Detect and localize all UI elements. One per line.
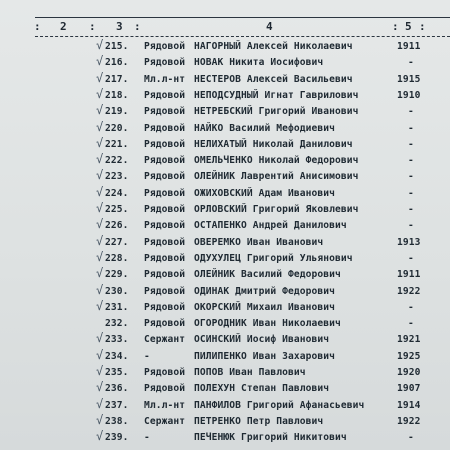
check-mark-icon: √: [96, 298, 104, 313]
check-mark-icon: √: [96, 38, 104, 52]
full-name: ОВЕРЕМКО Иван Иванович: [194, 236, 324, 248]
full-name: НАЙКО Василий Мефодиевич: [194, 122, 336, 134]
birth-year: 1913: [397, 236, 421, 248]
military-rank: Рядовой: [144, 367, 186, 378]
full-name: ОГОРОДНИК Иван Николаевич: [194, 318, 341, 330]
military-rank: Рядовой: [144, 220, 186, 232]
check-mark-icon: √: [96, 135, 104, 150]
list-item: [0, 413, 450, 431]
check-mark-icon: √: [96, 347, 104, 362]
full-name: ОСТАПЕНКО Андрей Данилович: [194, 220, 347, 232]
list-item: [0, 364, 450, 382]
birth-year: 1922: [397, 415, 421, 427]
birth-year: 1907: [397, 383, 421, 395]
full-name: ОКОРСКИЙ Михаил Иванович: [194, 301, 336, 313]
military-rank: Рядовой: [144, 383, 186, 395]
check-mark-icon: √: [96, 429, 104, 444]
full-name: НЕПОДСУДНЫЙ Игнат Гаврилович: [194, 89, 359, 101]
birth-year-dash: -: [408, 138, 414, 150]
military-rank: Рядовой: [144, 269, 186, 281]
record-number: 235.: [105, 367, 129, 378]
check-mark-icon: √: [96, 54, 104, 69]
record-number: 215.: [105, 41, 129, 52]
check-mark-icon: √: [96, 86, 104, 101]
full-name: ОДУХУЛЕЦ Григорий Ульянович: [194, 252, 353, 264]
full-name: ОРЛОВСКИЙ Григорий Яковлевич: [194, 204, 359, 215]
check-mark-icon: √: [96, 70, 104, 85]
military-rank: Сержант: [144, 415, 186, 427]
record-number: 228.: [105, 252, 129, 264]
full-name: ПЕТРЕНКО Петр Павлович: [194, 415, 324, 427]
full-name: ПОПОВ Иван Павлович: [194, 367, 306, 378]
military-rank: Рядовой: [144, 41, 186, 52]
list-item: [0, 429, 450, 447]
header-top-rule: [35, 17, 450, 18]
full-name: ОЖИХОВСКИЙ Адам Иванович: [194, 187, 336, 199]
list-item: [0, 136, 450, 154]
list-item: [0, 217, 450, 235]
check-mark-icon: √: [96, 282, 104, 297]
birth-year-dash: -: [408, 318, 414, 330]
record-number: 224.: [105, 187, 129, 199]
record-number: 218.: [105, 89, 129, 101]
birth-year-dash: -: [408, 187, 414, 199]
birth-year-dash: -: [408, 432, 414, 444]
full-name: НЕЛИХАТЫЙ Николай Данилович: [194, 138, 353, 150]
record-number: 232.: [105, 318, 129, 330]
check-mark-icon: √: [96, 119, 104, 134]
header-col-3: 3: [116, 20, 123, 33]
list-item: [0, 152, 450, 170]
full-name: ОМЕЛЬЧЕНКО Николай Федорович: [194, 155, 359, 167]
birth-year: 1922: [397, 285, 421, 297]
birth-year: 1910: [397, 89, 421, 101]
record-number: 230.: [105, 285, 129, 297]
military-rank: Рядовой: [144, 171, 186, 183]
check-mark-icon: √: [96, 233, 104, 248]
record-number: 225.: [105, 204, 129, 215]
full-name: ОДИНАК Дмитрий Федорович: [194, 285, 336, 297]
birth-year: 1911: [397, 269, 421, 281]
check-mark-icon: √: [96, 266, 104, 281]
birth-year: 1915: [397, 73, 421, 85]
list-item: [0, 103, 450, 121]
list-item: [0, 348, 450, 366]
record-number: 231.: [105, 301, 129, 313]
military-rank: Рядовой: [144, 285, 186, 297]
check-mark-icon: √: [96, 103, 104, 118]
full-name: НЕСТЕРОВ Алексей Васильевич: [194, 73, 353, 85]
military-rank: Рядовой: [144, 236, 186, 248]
check-mark-icon: √: [96, 364, 104, 378]
record-number: 236.: [105, 383, 129, 395]
full-name: НАГОРНЫЙ Алексей Николаевич: [194, 41, 353, 52]
military-rank: -: [144, 432, 150, 444]
record-number: 222.: [105, 155, 129, 167]
list-item: [0, 266, 450, 284]
military-rank: -: [144, 350, 150, 362]
military-rank: Рядовой: [144, 106, 186, 118]
check-mark-icon: √: [96, 380, 104, 395]
list-item: [0, 120, 450, 138]
record-number: 223.: [105, 171, 129, 183]
birth-year: 1911: [397, 41, 421, 52]
full-name: ПОЛЕХУН Степан Павлович: [194, 383, 330, 395]
header-col-4: 4: [266, 20, 273, 33]
list-item: [0, 331, 450, 349]
list-item: [0, 397, 450, 415]
list-item: [0, 168, 450, 186]
list-item: [0, 185, 450, 203]
birth-year: 1914: [397, 399, 421, 411]
check-mark-icon: √: [96, 396, 104, 411]
military-rank: Рядовой: [144, 252, 186, 264]
military-rank: Рядовой: [144, 204, 186, 215]
record-number: 237.: [105, 399, 129, 411]
list-item: [0, 234, 450, 252]
full-name: ПАНФИЛОВ Григорий Афанасьевич: [194, 399, 365, 411]
header-col-1: :: [34, 20, 41, 33]
list-item: [0, 380, 450, 398]
header-sep-d: :: [419, 20, 426, 33]
birth-year-dash: -: [408, 204, 414, 215]
record-number: 238.: [105, 415, 129, 427]
military-rank: Рядовой: [144, 89, 186, 101]
header-col-5: 5: [405, 20, 412, 33]
birth-year-dash: -: [408, 122, 414, 134]
record-number: 221.: [105, 138, 129, 150]
birth-year-dash: -: [408, 220, 414, 232]
list-item: [0, 315, 450, 333]
birth-year-dash: -: [408, 106, 414, 118]
header-sep-a: :: [89, 20, 96, 33]
military-rank: Рядовой: [144, 122, 186, 134]
record-number: 239.: [105, 432, 129, 444]
birth-year-dash: -: [408, 155, 414, 167]
military-rank: Мл.л-нт: [144, 73, 186, 85]
check-mark-icon: √: [96, 217, 104, 232]
check-mark-icon: √: [96, 331, 104, 346]
header-sep-b: :: [134, 20, 141, 33]
list-item: [0, 201, 450, 219]
birth-year-dash: -: [408, 301, 414, 313]
list-item: [0, 250, 450, 268]
record-number: 216.: [105, 57, 129, 69]
military-rank: Рядовой: [144, 155, 186, 167]
military-rank: Мл.л-нт: [144, 399, 186, 411]
birth-year: 1925: [397, 350, 421, 362]
record-number: 220.: [105, 122, 129, 134]
check-mark-icon: √: [96, 412, 104, 427]
check-mark-icon: √: [96, 184, 104, 199]
military-rank: Рядовой: [144, 187, 186, 199]
list-item: [0, 71, 450, 89]
full-name: ОЛЕЙНИК Василий Федорович: [194, 269, 341, 281]
record-number: 217.: [105, 73, 129, 85]
full-name: НОВАК Никита Иосифович: [194, 57, 324, 69]
check-mark-icon: √: [96, 249, 104, 264]
military-rank: Рядовой: [144, 318, 186, 330]
list-item: [0, 299, 450, 317]
full-name: ОЛЕЙНИК Лаврентий Анисимович: [194, 171, 359, 183]
military-rank: Сержант: [144, 334, 186, 346]
check-mark-icon: √: [96, 201, 104, 215]
birth-year: 1920: [397, 367, 421, 378]
list-item: [0, 54, 450, 72]
record-number: 234.: [105, 350, 129, 362]
header-sep-c: :: [392, 20, 399, 33]
birth-year: 1921: [397, 334, 421, 346]
list-item: [0, 283, 450, 301]
military-rank: Рядовой: [144, 301, 186, 313]
check-mark-icon: √: [96, 168, 104, 183]
full-name: ПИЛИПЕНКО Иван Захарович: [194, 350, 336, 362]
header-bottom-rule: [35, 36, 450, 37]
check-mark-icon: √: [96, 152, 104, 167]
record-number: 227.: [105, 236, 129, 248]
record-number: 229.: [105, 269, 129, 281]
birth-year-dash: -: [408, 171, 414, 183]
full-name: ПЕЧЕНЮК Григорий Никитович: [194, 432, 347, 444]
record-number: 226.: [105, 220, 129, 232]
record-number: 219.: [105, 106, 129, 118]
header-col-2: 2: [60, 20, 67, 33]
military-rank: Рядовой: [144, 138, 186, 150]
record-number: 233.: [105, 334, 129, 346]
list-item: [0, 87, 450, 105]
full-name: НЕТРЕБСКИЙ Григорий Иванович: [194, 106, 359, 118]
birth-year-dash: -: [408, 252, 414, 264]
military-rank: Рядовой: [144, 57, 186, 69]
full-name: ОСИНСКИЙ Иосиф Иванович: [194, 334, 330, 346]
list-item: [0, 38, 450, 56]
birth-year-dash: -: [408, 57, 414, 69]
